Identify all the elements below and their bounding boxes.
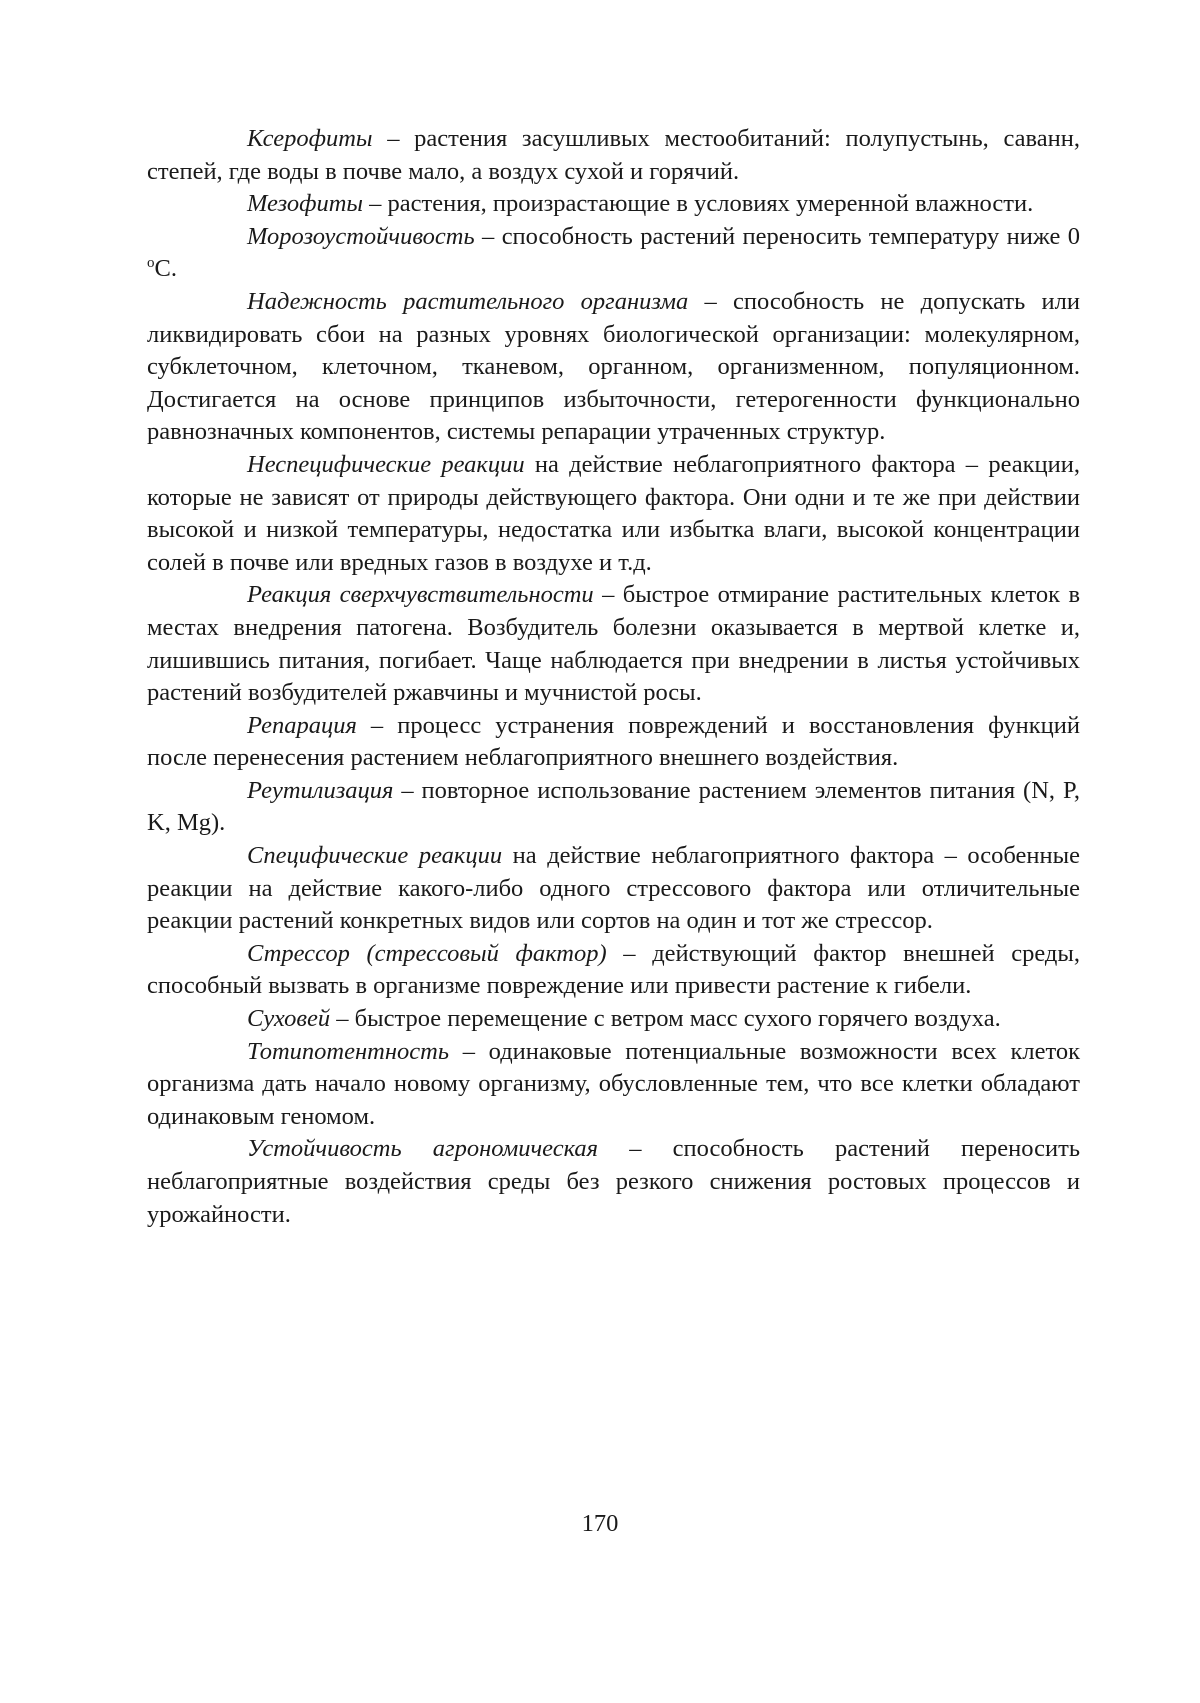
entry-term: Устойчивость агрономическая: [247, 1135, 599, 1163]
glossary-entry: [147, 579, 1080, 709]
entry-term: Суховей: [247, 1005, 331, 1033]
glossary-entry: [147, 710, 1080, 775]
entry-term: Реакция сверхчувствительности: [247, 581, 594, 609]
entry-term: Надежность растительного организма: [247, 287, 689, 315]
entry-definition: процесс устранения повреждений и восстановления функций после перенесения растением неблагоприятного внешнего воздействия.: [147, 711, 1081, 772]
entry-term: Морозоустойчивость: [247, 222, 475, 250]
glossary-entry: [147, 775, 1080, 840]
entry-definition: способность растений переносить температуру ниже 0: [501, 222, 1080, 250]
entry-definition-end: С.: [154, 255, 177, 283]
entry-term: Стрессор (стрессовый фактор): [247, 939, 607, 967]
entry-separator: –: [688, 287, 733, 315]
entry-separator: –: [474, 222, 502, 250]
entry-definition: повторное использование растением элементов питания (N, P, K, Mg).: [147, 776, 1080, 837]
entry-definition: растения, произрастающие в условиях умеренной влажности.: [387, 190, 1034, 218]
entry-separator: –: [393, 776, 422, 804]
glossary-entry: [147, 123, 1080, 188]
entry-separator: –: [372, 125, 415, 152]
entry-definition: быстрое отмирание растительных клеток в местах внедрения патогена. Возбудитель болезни оказывается в мертвой клетке и, лишившись питания, погибает. Чаще наблюдается при внедрении в листья устойчивых растений возбудителей ржавчины и мучнистой росы.: [147, 581, 1081, 707]
glossary-entry: [147, 1133, 1080, 1231]
entry-definition: способность растений переносить неблагоприятные воздействия среды без резкого снижения ростовых процессов и урожайности.: [147, 1135, 1081, 1228]
entry-term: Неспецифические реакции: [247, 450, 525, 478]
glossary-entry: [147, 840, 1080, 938]
entry-term: Мезофиты: [247, 190, 364, 218]
entry-definition: на действие неблагоприятного фактора – особенные реакции на действие какого-либо одного стрессового фактора или отличительные реакции растений конкретных видов или сортов на один и тот же стрессор.: [147, 842, 1080, 935]
entry-definition: растения засушливых местообитаний: полупустынь, саванн, степей, где воды в почве мало, а воздух сухой и горячий.: [147, 125, 1081, 185]
entry-separator: [525, 451, 535, 478]
entry-term: Ксерофиты: [247, 125, 373, 152]
glossary-entry: [147, 938, 1080, 1003]
entry-definition: одинаковые потенциальные возможности всех клеток организма дать начало новому организму, обусловленные тем, что все клетки обладают одинаковым геномом.: [147, 1037, 1081, 1130]
glossary-entry: [147, 286, 1080, 449]
entry-separator: –: [356, 711, 398, 739]
glossary-entry: [147, 188, 1080, 221]
page-number: 170: [581, 1510, 619, 1537]
entry-term: Тотипотентность: [247, 1037, 449, 1065]
glossary-entry: [147, 221, 1080, 286]
entry-definition: действующий фактор внешней среды, способный вызвать в организме повреждение или привести растение к гибели.: [147, 939, 1080, 1000]
glossary-entry: [147, 1036, 1080, 1134]
entry-separator: –: [606, 939, 653, 967]
entry-term: Репарация: [247, 711, 357, 739]
entry-separator: –: [593, 581, 623, 609]
entry-term: Реутилизация: [247, 776, 394, 804]
glossary-entry: [147, 449, 1080, 579]
glossary-page: [147, 123, 1080, 1231]
entry-separator: –: [598, 1135, 673, 1163]
entry-separator: [502, 842, 513, 869]
entry-definition: на действие неблагоприятного фактора – реакции, которые не зависят от природы действующего фактора. Они одни и те же при действии высокой и низкой температуры, недостатка или избытка влаги, высокой концентрации солей в почве или вредных газов в воздухе и т.д.: [147, 450, 1080, 576]
entry-definition: способность не допускать или ликвидировать сбои на разных уровнях биологической организации: молекулярном, субклеточном, клеточном, тканевом, органном, организменном, популяционном. Достигается на основе принципов избыточности, гетерогенности функционально равнозначных компонентов, системы репарации утраченных структур.: [147, 287, 1080, 446]
entry-term: Специфические реакции: [247, 842, 503, 870]
entry-definition: быстрое перемещение с ветром масс сухого горячего воздуха.: [354, 1005, 1001, 1033]
degree-superscript: о: [147, 255, 155, 272]
entry-separator: –: [363, 190, 388, 218]
glossary-entry: [147, 1003, 1080, 1036]
entry-separator: –: [448, 1037, 489, 1065]
entry-separator: –: [330, 1005, 355, 1033]
